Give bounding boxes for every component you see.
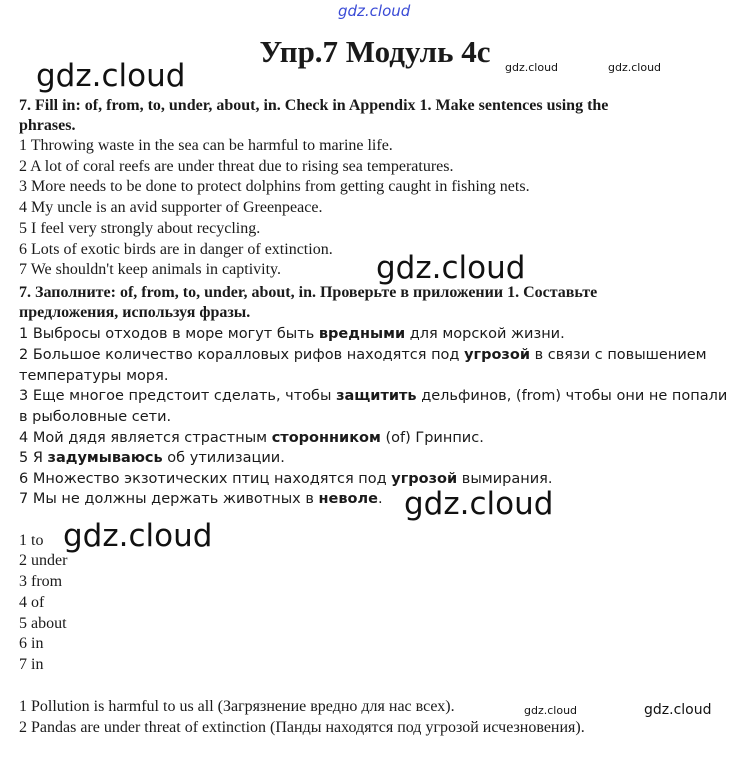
watermark-small: gdz.cloud (524, 704, 578, 717)
task-heading-en: phrases. (19, 117, 76, 134)
sentence-en: 4 My uncle is an avid supporter of Greenpeace. (19, 199, 323, 216)
watermark-small: gdz.cloud (644, 702, 712, 718)
sentence-en: 2 A lot of coral reefs are under threat due to rising sea temperatures. (19, 158, 454, 175)
watermark-top: gdz.cloud (338, 2, 411, 20)
answer-item: 6 in (19, 635, 44, 652)
task-heading-ru: 7. Заполните: of, from, to, under, about, in. Проверьте в приложении 1. Составьте (19, 284, 598, 301)
watermark-large: gdz.cloud (376, 250, 526, 286)
answer-item: 3 from (19, 573, 63, 590)
page-title: Упр.7 Модуль 4с (259, 34, 491, 69)
sentence-ru: 2 Большое количество коралловых рифов находятся под угрозой в связи с повышением (19, 347, 707, 363)
sentence-en: 3 More needs to be done to protect dolphins from getting caught in fishing nets. (19, 178, 530, 195)
sentence-ru: 3 Еще многое предстоит сделать, чтобы защитить дельфинов, (from) чтобы они не попали (19, 388, 728, 404)
sentence-ru: 5 Я задумываюсь об утилизации. (19, 450, 285, 466)
sentence-ru: температуры моря. (19, 368, 169, 384)
sentence-en: 5 I feel very strongly about recycling. (19, 220, 261, 237)
task-heading-ru: предложения, используя фразы. (19, 304, 251, 321)
answer-item: 1 to (19, 532, 44, 549)
watermark-large: gdz.cloud (404, 486, 554, 522)
sentence-en: 7 We shouldn't keep animals in captivity. (19, 261, 281, 278)
watermark-large: gdz.cloud (63, 518, 213, 554)
example-sentence: 1 Pollution is harmful to us all (Загрязнение вредно для нас всех). (19, 698, 455, 715)
watermark-small: gdz.cloud (505, 61, 559, 74)
answer-item: 2 under (19, 552, 68, 569)
answer-item: 5 about (19, 615, 67, 632)
answer-item: 4 of (19, 594, 45, 611)
sentence-en: 6 Lots of exotic birds are in danger of extinction. (19, 241, 333, 258)
sentence-ru: в рыболовные сети. (19, 409, 172, 425)
task-heading-en: 7. Fill in: of, from, to, under, about, in. Check in Appendix 1. Make sentences using the (19, 97, 609, 114)
sentence-ru: 1 Выбросы отходов в море могут быть вредными для морской жизни. (19, 326, 565, 342)
example-sentence: 2 Pandas are under threat of extinction (Панды находятся под угрозой исчезновения). (19, 719, 585, 736)
answer-item: 7 in (19, 656, 44, 673)
sentence-en: 1 Throwing waste in the sea can be harmful to marine life. (19, 137, 393, 154)
sentence-ru: 4 Мой дядя является страстным сторонником (of) Гринпис. (19, 430, 484, 446)
watermark-small: gdz.cloud (608, 61, 662, 74)
sentence-ru: 7 Мы не должны держать животных в неволе. (19, 491, 383, 507)
sentence-ru: 6 Множество экзотических птиц находятся под угрозой вымирания. (19, 471, 553, 487)
watermark-large: gdz.cloud (36, 58, 186, 94)
